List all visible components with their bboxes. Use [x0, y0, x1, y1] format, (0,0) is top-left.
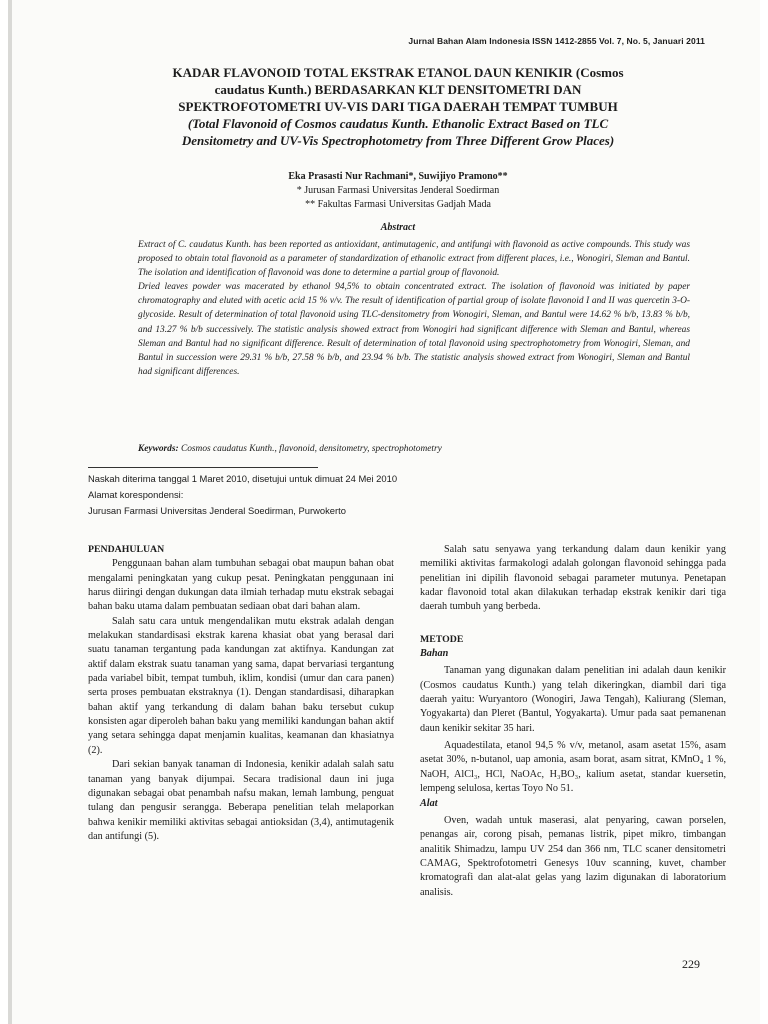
title-line-4: (Total Flavonoid of Cosmos caudatus Kunth. Ethanolic Extract Based on TLC	[187, 116, 609, 131]
left-column	[88, 543, 394, 844]
keywords	[138, 444, 690, 454]
intro-paragraph-1: Penggunaan bahan alam tumbuhan sebagai obat maupun bahan obat mengalami peningkatan yang cukup pesat. Peningkatan penggunaan ini harus diiringi dengan dukungan data ilmiah terhadap mutu ekstrak sebagai bahan baku utama dalam pembuatan sediaan obat dari bahan alam.	[88, 558, 394, 613]
bahan-paragraph-2: Aquadestilata, etanol 94,5 % v/v, metanol, asam asetat 15%, asam asetat 30%, n-butanol, uap amonia, asam borat, asam sitrat, KMnO₄ 1 %, NaOH, AlCl₃, HCl, NaOAc, H₃BO₃, kalium asetat, standar kuersetin, lempeng selulosa, kertas Toyo No 51.	[420, 740, 726, 795]
bahan-paragraph-1: Tanaman yang digunakan dalam penelitian ini adalah daun kenikir (Cosmos caudatus Kunth.) yang telah dikeringkan, diambil dari tiga daerah yaitu: Wuryantoro (Wonogiri, Jawa Tengah), Kaliurang (Sleman, Yogyakarta) dan Pleret (Bantul, Yogyakarta). Umur pada saat pemanenan daun kenikir sekitar 35 hari.	[420, 665, 726, 734]
subheading-alat: Alat	[420, 797, 438, 809]
title-line-1: KADAR FLAVONOID TOTAL EKSTRAK ETANOL DAUN KENIKIR (Cosmos	[172, 65, 624, 80]
keywords-label: Keywords:	[138, 444, 179, 454]
correspondence-label: Alamat korespondensi:	[88, 489, 184, 500]
article-metadata	[88, 471, 588, 519]
title-line-3: SPEKTROFOTOMETRI UV-VIS DARI TIGA DAERAH TEMPAT TUMBUH	[178, 99, 618, 114]
affiliation-2: ** Fakultas Farmasi Universitas Gadjah Mada	[305, 199, 491, 210]
abstract-heading: Abstract	[380, 222, 416, 233]
abstract-paragraph-1: Extract of C. caudatus Kunth. has been reported as antioxidant, antimutagenic, and antifungi with flavonoid as active compounds. This study was proposed to obtain total flavonoid as a parameter of standardization of ethanolic extract from different places, i.e., Wonogiri, Sleman and Bantul. The isolation and identification of flavonoid was done to determine a partial group of flavonoid.	[138, 240, 690, 279]
running-head: Jurnal Bahan Alam Indonesia ISSN 1412-2855 Vol. 7, No. 5, Januari 2011	[408, 36, 705, 46]
author-block	[118, 170, 678, 212]
intro-paragraph-4: Salah satu senyawa yang terkandung dalam daun kenikir yang memiliki aktivitas farmakologi adalah golongan flavonoid sehingga pada penelitian ini dipilih flavonoid sebagai parameter mutunya. Penetapan kadar flavonoid total akan dilakukan terhadap ekstrak kenikir dari tiga daerah tumbuh yang berbeda.	[420, 544, 726, 613]
section-heading-metode: METODE	[420, 633, 464, 645]
subheading-bahan: Bahan	[420, 648, 449, 660]
correspondence-address: Jurusan Farmasi Universitas Jenderal Soedirman, Purwokerto	[88, 505, 346, 516]
right-column	[420, 543, 726, 900]
affiliation-1: * Jurusan Farmasi Universitas Jenderal Soedirman	[296, 185, 500, 196]
footnote-divider	[88, 467, 318, 468]
section-heading-pendahuluan: PENDAHULUAN	[88, 544, 165, 555]
title-line-5: Densitometry and UV-Vis Spectrophotometry from Three Different Grow Places)	[181, 133, 615, 148]
abstract	[138, 238, 690, 379]
abstract-paragraph-2: Dried leaves powder was macerated by ethanol 94,5% to obtain concentrated extract. The isolation of flavonoid was initiated by paper chromatography and eluted with acetic acid 15 % v/v. The result of identification of partial group of isolate flavonoid I and II was quercetin 3-O-glycoside. Result of determination of total flavonoid using TLC-densitometry from Wonogiri, Sleman, and Bantul were 14.62 % b/b, 13.83 % b/b, and 13.27 % b/b successively. The statistic analysis showed extract from Wonogiri had significant difference with Sleman and Bantul, whereas Sleman and Bantul had no significant difference. Result of determination of total flavonoid using spectrophotometry from Wonogiri, Sleman, and Bantul in succession were 29.31 % b/b, 27.58 % b/b, and 23.94 % b/b. The statistic analysis showed extract from Wonogiri, Sleman and Bantul had significant differences.	[138, 282, 690, 377]
intro-paragraph-3: Dari sekian banyak tanaman di Indonesia, kenikir adalah salah satu tanaman yang banyak dijumpai. Secara tradisional daun ini juga digunakan sebagai obat penambah nafsu makan, lemah lambung, penguat tulang dan pengusir serangga. Beberapa penelitian telah melaporkan bahwa kenikir memiliki aktivitas sebagai antioksidan (3,4), antimutagenik dan antifungi (5).	[88, 759, 394, 842]
page-number: 229	[682, 957, 700, 971]
article-title	[118, 64, 678, 149]
intro-paragraph-2: Salah satu cara untuk mengendalikan mutu ekstrak adalah dengan melakukan standardisasi ekstrak karena khasiat obat yang berasal dari suatu tanaman tergantung pada kandungan zat aktifnya. Kandungan zat aktif dalam ekstrak suatu tanaman yang sama, dapat bervariasi tergantung pada variabel bibit, tempat tumbuh, iklim, kondisi (umur dan cara panen) serta proses pembuatan ekstraknya (1). Dengan standardisasi, diharapkan bahan aktif yang terkandung di dalam bahan baku tersebut cukup konsisten agar diperoleh bahan baku yang memiliki kandungan bahan aktif yang setara sehingga dapat menjamin kualitas, keamanan dan khasiatnya (2).	[88, 615, 394, 756]
received-date: Naskah diterima tanggal 1 Maret 2010, disetujui untuk dimuat 24 Mei 2010	[88, 473, 398, 484]
keywords-text: Cosmos caudatus Kunth., flavonoid, densitometry, spectrophotometry	[178, 444, 442, 454]
alat-paragraph: Oven, wadah untuk maserasi, alat penyaring, cawan porselen, penangas air, corong pisah, pemanas listrik, pipet mikro, timbangan analitik Shimadzu, lampu UV 254 dan 366 nm, TLC scaner densitometri CAMAG, Spektrofotometri Genesys 10uv scanning, kuvet, chamber kromatografi dan alat-alat gelas yang lazim digunakan di laboratorium analisis.	[420, 814, 726, 898]
author-names: Eka Prasasti Nur Rachmani*, Suwijiyo Pramono**	[288, 171, 508, 182]
journal-page	[8, 0, 760, 1024]
title-line-2: caudatus Kunth.) BERDASARKAN KLT DENSITOMETRI DAN	[214, 82, 582, 97]
